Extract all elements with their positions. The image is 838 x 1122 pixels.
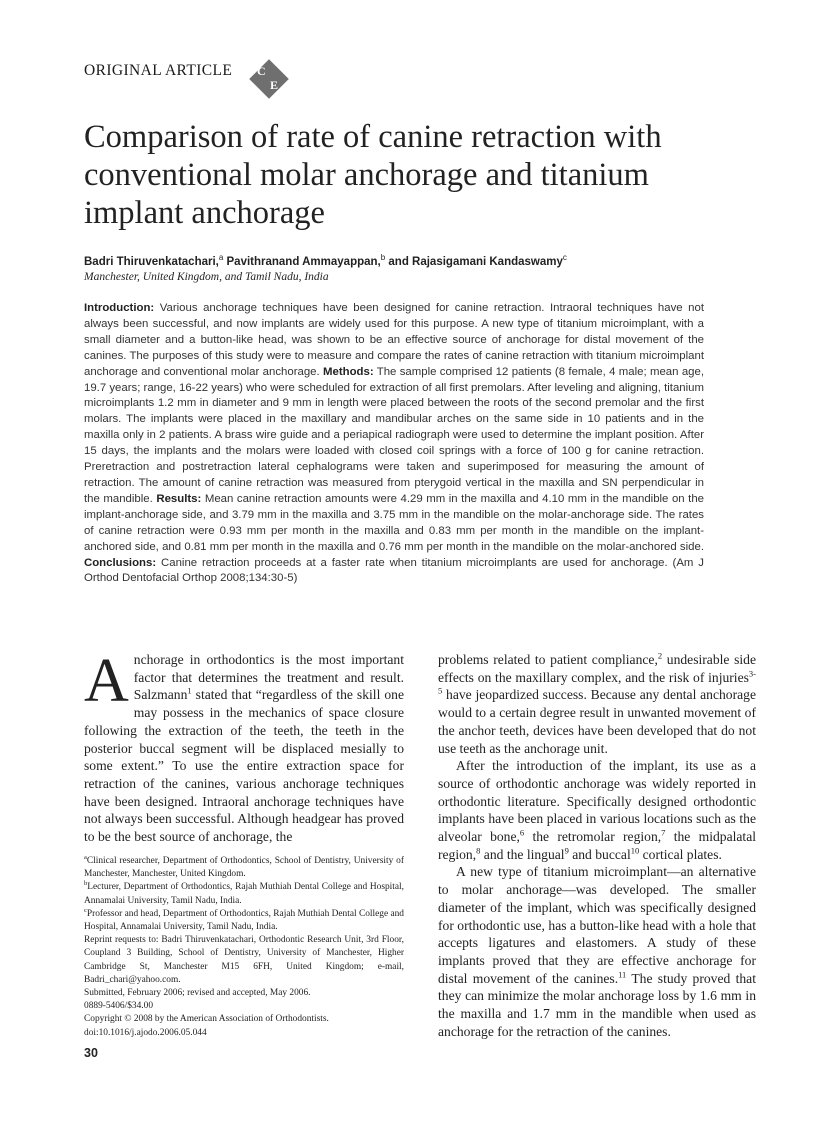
author-3-mark: c bbox=[562, 253, 567, 262]
author-location: Manchester, United Kingdom, and Tamil Nadu, India bbox=[84, 271, 329, 283]
body-paragraph bbox=[438, 651, 756, 757]
title-line-2: conventional molar anchorage and titanium bbox=[84, 157, 649, 193]
body-text: problems related to patient compliance, bbox=[438, 652, 658, 667]
body-text: have jeopardized success. Because any dental anchorage would to a certain degree result in unwanted movement of the anchor teeth, devices have been developed that do not use teeth as the anchorage unit. bbox=[438, 687, 756, 756]
page-number: 30 bbox=[84, 1046, 98, 1060]
conclusions-label: Conclusions: bbox=[84, 556, 157, 569]
reprint-requests: Reprint requests to: Badri Thiruvenkatachari, Orthodontic Research Unit, 3rd Floor, Coupland 3 Building, School of Dentistry, University of Manchester, Higher Cambridge St, Manchester M15 6FH, United Kingdom; e-mail, Badri_chari@yahoo.com. bbox=[84, 935, 404, 985]
body-text: and the lingual bbox=[480, 846, 565, 862]
reference-mark: 3-5 bbox=[438, 668, 756, 696]
ce-badge-icon bbox=[248, 58, 290, 100]
abstract bbox=[84, 301, 704, 587]
article-title bbox=[84, 118, 744, 232]
badge-letter-c: C bbox=[257, 64, 266, 78]
footnote-c bbox=[84, 908, 404, 934]
section-label: ORIGINAL ARTICLE bbox=[84, 62, 233, 79]
methods-label: Methods: bbox=[323, 365, 374, 378]
reference-mark: 9 bbox=[564, 845, 569, 856]
body-column-left bbox=[84, 647, 404, 846]
reference-mark: 7 bbox=[661, 827, 666, 838]
body-text: After the introduction of the implant, its use as a source of orthodontic anchorage was widely reported in orthodontic literature. Specifically designed orthodontic implants have been placed in various locations such as the alveolar bone, bbox=[438, 758, 756, 845]
title-line-3: implant anchorage bbox=[84, 195, 325, 231]
diamond-shape bbox=[249, 59, 289, 99]
reference-mark: 10 bbox=[630, 845, 640, 856]
author-3: and Rajasigamani Kandaswamy bbox=[385, 255, 563, 268]
copyright: Copyright © 2008 by the American Association of Orthodontists. bbox=[84, 1014, 329, 1025]
author-list bbox=[84, 253, 567, 268]
doi: doi:10.1016/j.ajodo.2006.05.044 bbox=[84, 1027, 207, 1038]
badge-letter-e: E bbox=[270, 78, 279, 92]
body-text: The study proved that they can minimize the molar anchorage loss by 1.6 mm in the maxilla and 1.7 mm in the mandible when used as anchorage for the retraction of the canines. bbox=[438, 970, 756, 1039]
reference-mark: 2 bbox=[657, 650, 663, 661]
reference-mark: 8 bbox=[476, 845, 481, 856]
intro-text: Various anchorage techniques have been designed for canine retraction. Intraoral techniques have not always been successful, and now implants are widely used for this purpose. A new type of titanium microimplant, with a small diameter and a button-like head, was shown to be an effective source of anchorage for distal movement of the canines. The purposes of this study were to measure and compare the rates of canine retraction with titanium microimplant anchorage and conventional molar anchorage. bbox=[84, 302, 704, 378]
body-text: and buccal bbox=[568, 846, 631, 862]
results-label: Results: bbox=[156, 492, 202, 505]
body-column-right bbox=[438, 651, 756, 1040]
submission-dates: Submitted, February 2006; revised and accepted, May 2006. bbox=[84, 988, 311, 999]
footnote-text: Lecturer, Department of Orthodontics, Rajah Muthiah Dental College and Hospital, Annamalai University, Tamil Nadu, India. bbox=[84, 882, 404, 906]
author-1: Badri Thiruvenkatachari, bbox=[84, 255, 219, 268]
footnote-a bbox=[84, 855, 404, 881]
methods-text: The sample comprised 12 patients (8 female, 4 male; mean age, 19.7 years; range, 16-22 years) who were scheduled for extraction of all first premolars. After leveling and aligning, titanium microimplants 1.2 mm in diameter and 9 mm in length were placed between the roots of the second premolar and the first molars. The implants were placed in the maxillary and mandibular arches on the same side in 10 patients and in the maxilla only in 2 patients. A brass wire guide and a periapical radiograph were used to determine the implant position. After 15 days, the implants and the molars were loaded with closed coil springs with a force of 100 g for canine retraction. Preretraction and postretraction lateral cephalograms were taken and superimposed for measuring the amount of retraction. The amount of canine retraction was measured from pterygoid vertical in the maxilla and SN perpendicular in the mandible. bbox=[84, 365, 704, 505]
footnote-text: Professor and head, Department of Orthodontics, Rajah Muthiah Dental College and Hospital, Annamalai University, Tamil Nadu, India. bbox=[84, 908, 404, 933]
author-2: Pavithranand Ammayappan, bbox=[223, 255, 381, 268]
footnote-text: Clinical researcher, Department of Orthodontics, School of Dentistry, University of Manchester, Manchester, United Kingdom. bbox=[84, 856, 404, 880]
footnote-mark: c bbox=[84, 906, 87, 914]
body-paragraph bbox=[438, 757, 756, 863]
footnote-mark: b bbox=[84, 880, 88, 888]
body-paragraph bbox=[438, 863, 756, 1040]
author-1-mark: a bbox=[218, 253, 224, 262]
body-paragraph bbox=[84, 647, 404, 846]
issn-price: 0889-5406/$34.00 bbox=[84, 1001, 154, 1012]
body-text: undesirable side effects on the maxillary complex, and the risk of injuries bbox=[438, 652, 756, 685]
intro-label: Introduction: bbox=[84, 302, 155, 314]
footnote-mark: a bbox=[84, 853, 87, 861]
conclusions-text: Canine retraction proceeds at a faster rate when titanium microimplants are used for anchorage. (Am J Orthod Dentofacial Orthop 2008;134:30-5) bbox=[84, 556, 704, 585]
body-text: cortical plates. bbox=[639, 846, 722, 862]
body-text: stated that “regardless of the skill one may possess in the mechanics of space closure following the extraction of the teeth, the teeth in the posterior buccal segment will be displaced mesially to some extent.” To use the entire extraction space for retraction of the canines, various anchorage techniques have been designed. Intraoral anchorage techniques have not always been successful. Although headgear has proved to be the best source of anchorage, the bbox=[84, 687, 404, 845]
body-text: the retromolar region, bbox=[524, 829, 662, 845]
reference-mark: 1 bbox=[187, 685, 192, 696]
body-text: A new type of titanium microimplant—an alternative to molar anchorage—was developed. The smaller diameter of the implant, which was specifically designed for orthodontic use, has a button-like head with a hole that accepts ligatures and elastomers. A study of these implants proved that they are effective anchorage for distal movement of the canines. bbox=[438, 864, 756, 986]
reference-mark: 11 bbox=[618, 969, 627, 980]
author-2-mark: b bbox=[380, 253, 386, 262]
title-line-1: Comparison of rate of canine retraction with bbox=[84, 119, 662, 155]
footnote-b bbox=[84, 881, 404, 907]
footnotes bbox=[84, 855, 404, 1040]
drop-cap: A bbox=[84, 647, 129, 715]
body-text: the midpalatal region, bbox=[438, 829, 757, 862]
results-text: Mean canine retraction amounts were 4.29 mm in the maxilla and 4.10 mm in the mandible on the implant-anchorage side, and 3.79 mm in the maxilla and 3.75 mm in the mandible on the molar-anchorage side. The rates of canine retraction were 0.93 mm per month in the maxilla and 0.83 mm per month in the mandible on the implant-anchored side, and 0.81 mm per month in the maxilla and 0.76 mm per month in the mandible on the molar-anchored side. bbox=[84, 492, 704, 553]
body-text: nchorage in orthodontics is the most important factor that determines the treatment and result. Salzmann bbox=[133, 652, 404, 703]
reference-mark: 6 bbox=[519, 827, 525, 838]
